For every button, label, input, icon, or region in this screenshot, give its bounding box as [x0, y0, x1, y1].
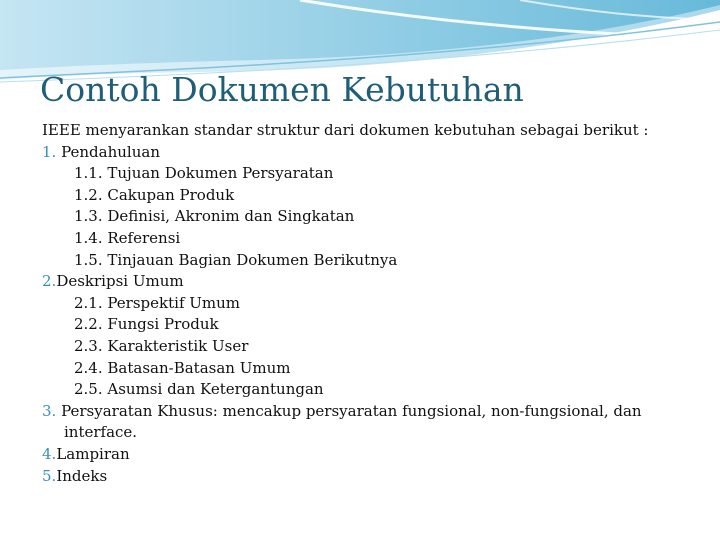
section-3: [42, 401, 692, 423]
subitem-1-4: 1.4. Referensi: [74, 228, 181, 247]
slide-body: [42, 120, 692, 487]
subitem-1-5: 1.5. Tinjauan Bagian Dokumen Berikutnya: [74, 250, 398, 269]
subitem-2-3: 2.3. Karakteristik User: [74, 336, 249, 355]
subitem-2-4: 2.4. Batasan-Batasan Umum: [74, 358, 291, 377]
section-label: Indeks: [56, 466, 108, 485]
subitem-1-2: 1.2. Cakupan Produk: [74, 185, 235, 204]
subitem-2-5: 2.5. Asumsi dan Ketergantungan: [74, 380, 324, 399]
intro-text: IEEE menyarankan standar struktur dari dokumen kebutuhan sebagai berikut :: [42, 121, 649, 139]
subitem-1-3: 1.3. Definisi, Akronim dan Singkatan: [74, 207, 355, 226]
section-5: [42, 466, 692, 488]
section-label: Lampiran: [56, 444, 130, 463]
subitem-1-1: 1.1. Tujuan Dokumen Persyaratan: [74, 164, 334, 183]
slide-title: Contoh Dokumen Kebutuhan: [40, 70, 524, 109]
section-label: Deskripsi Umum: [56, 272, 184, 291]
section-4: [42, 444, 692, 466]
subitem-2-2: 2.2. Fungsi Produk: [74, 315, 219, 334]
section-number: 4.: [42, 444, 57, 463]
section-1: [42, 142, 692, 164]
section-number: 1.: [42, 142, 57, 161]
section-3-continuation: interface.: [64, 423, 138, 442]
section-number: 3.: [42, 401, 57, 420]
section-label: Pendahuluan: [61, 142, 160, 161]
section-number: 2.: [42, 272, 57, 291]
subitem-2-1: 2.1. Perspektif Umum: [74, 293, 241, 312]
section-2: [42, 271, 692, 293]
section-label: Persyaratan Khusus: mencakup persyaratan fungsional, non-fungsional, dan: [61, 401, 642, 420]
section-number: 5.: [42, 466, 57, 485]
